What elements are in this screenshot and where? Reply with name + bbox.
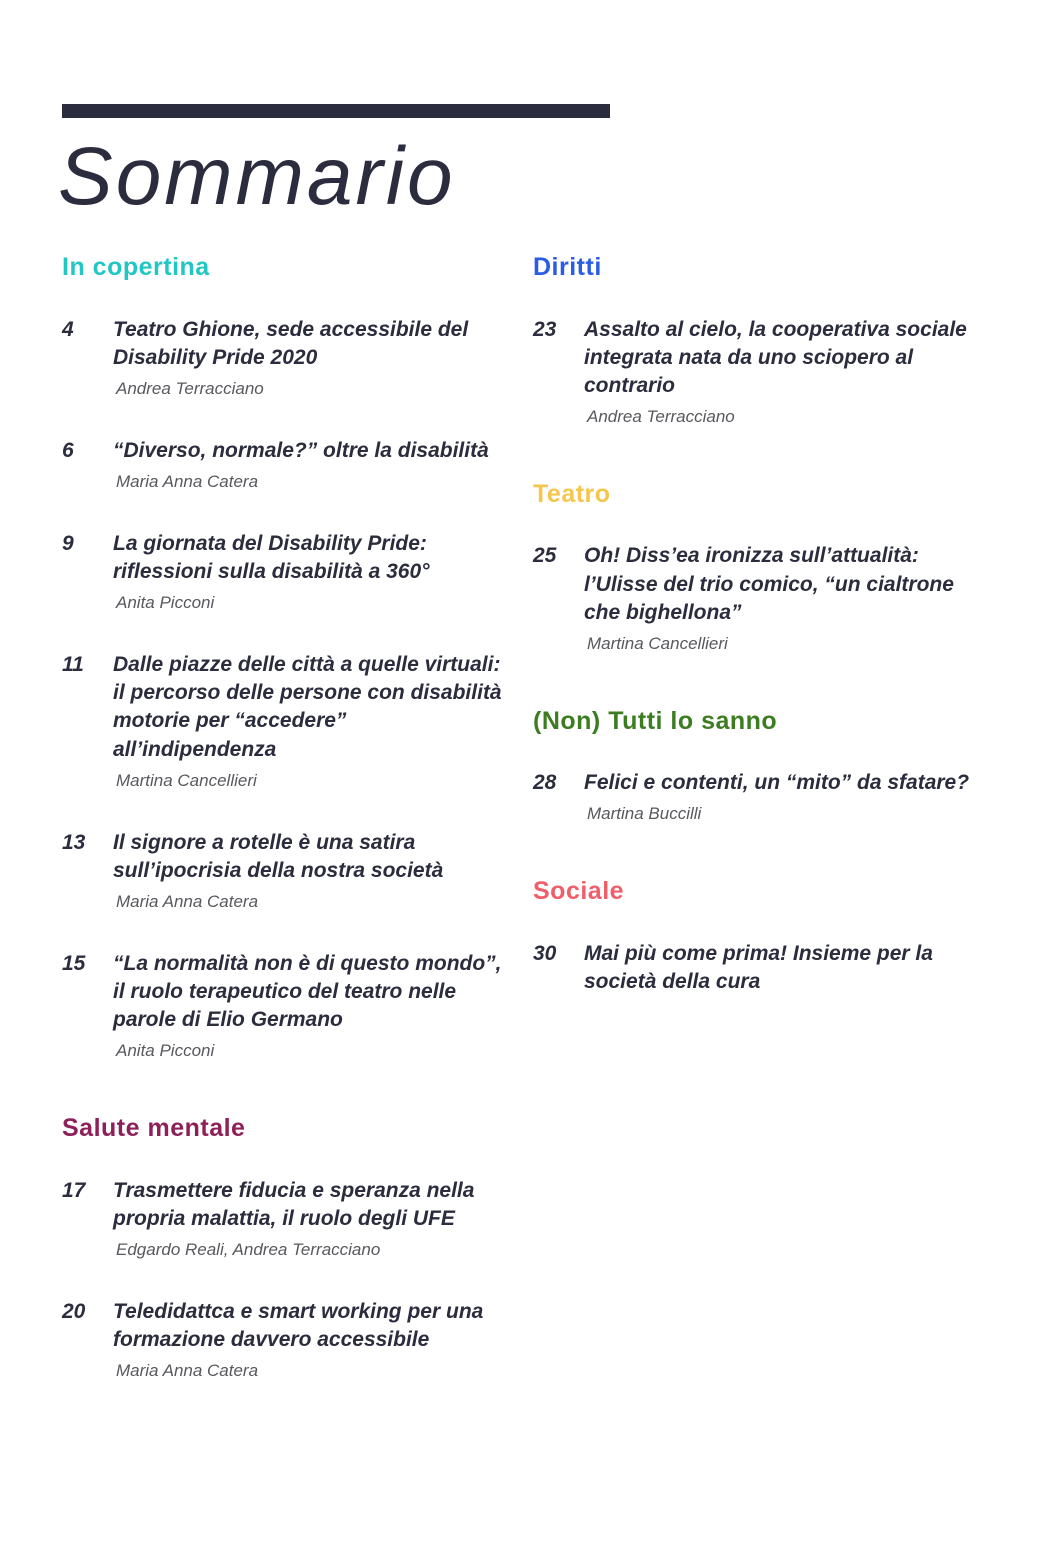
entry-authors: Edgardo Reali, Andrea Terracciano <box>116 1240 381 1260</box>
entry-page-number: 28 <box>533 771 557 795</box>
toc-entry <box>62 829 533 912</box>
entry-body <box>584 316 996 427</box>
section-heading-sociale: Sociale <box>533 877 625 906</box>
entry-body <box>113 829 527 912</box>
toc-entry <box>62 651 533 791</box>
entry-title: “La normalità non è di questo mondo”, il ruolo terapeutico del teatro nelle parole di Elio Germano <box>113 951 502 1032</box>
entry-title: Dalle piazze delle città a quelle virtuali: il percorso delle persone con disabilità motorie per “accedere” all’indipendenza <box>113 653 502 761</box>
toc-column-left <box>62 254 533 1419</box>
entry-title: Felici e contenti, un “mito” da sfatare? <box>584 771 970 795</box>
entry-page-number: 15 <box>62 951 86 975</box>
entry-title: Oh! Diss’ea ironizza sull’attualità: l’Ulisse del trio comico, “un cialtrone che bighellona” <box>584 544 954 624</box>
toc-entry <box>62 316 533 399</box>
entry-authors: Andrea Terracciano <box>587 406 735 426</box>
entry-body <box>113 316 527 399</box>
entry-body <box>113 950 527 1061</box>
entry-authors: Martina Buccilli <box>587 804 702 824</box>
entry-page-number: 25 <box>533 544 557 568</box>
toc-column-right <box>533 254 996 1419</box>
entry-page-number: 6 <box>62 438 74 462</box>
toc-entry <box>533 542 996 653</box>
toc-entry <box>533 316 996 427</box>
entry-title: Il signore a rotelle è una satira sull’ipocrisia della nostra società <box>113 830 444 882</box>
entry-page-number: 4 <box>62 317 74 341</box>
entry-authors: Maria Anna Catera <box>116 891 259 911</box>
section-heading-non-tutti-lo-sanno: (Non) Tutti lo sanno <box>533 706 778 735</box>
entry-body <box>113 1177 527 1260</box>
entry-body <box>113 530 527 613</box>
section-heading-teatro: Teatro <box>533 479 611 508</box>
entry-authors: Andrea Terracciano <box>116 378 264 398</box>
toc-entry <box>62 950 533 1061</box>
entry-body <box>113 1298 527 1381</box>
entry-authors: Anita Picconi <box>116 593 215 613</box>
page-title: Sommario <box>58 131 456 222</box>
toc-entry <box>62 1298 533 1381</box>
toc-entry <box>533 940 996 996</box>
toc-entry <box>533 769 996 824</box>
entry-page-number: 13 <box>62 830 86 854</box>
section-heading-in-copertina: In copertina <box>62 253 210 282</box>
entry-body <box>584 940 996 996</box>
entry-page-number: 11 <box>62 653 84 677</box>
entry-authors: Martina Cancellieri <box>587 633 728 653</box>
entry-title: Teledidattca e smart working per una formazione davvero accessibile <box>113 1300 484 1352</box>
entry-page-number: 23 <box>533 317 557 341</box>
entry-title: “Diverso, normale?” oltre la disabilità <box>113 438 489 462</box>
toc-entry <box>62 437 533 492</box>
entry-page-number: 9 <box>62 531 74 555</box>
entry-page-number: 17 <box>62 1178 86 1202</box>
entry-body <box>584 769 983 824</box>
entry-authors: Maria Anna Catera <box>116 1361 259 1381</box>
entry-title: Teatro Ghione, sede accessibile del Disability Pride 2020 <box>113 317 469 369</box>
toc-columns <box>62 254 996 1419</box>
entry-page-number: 30 <box>533 941 557 965</box>
entry-title: Mai più come prima! Insieme per la società della cura <box>584 941 933 994</box>
entry-page-number: 20 <box>62 1300 86 1324</box>
entry-title: La giornata del Disability Pride: riflessioni sulla disabilità a 360° <box>113 531 430 584</box>
entry-authors: Maria Anna Catera <box>116 471 259 491</box>
entry-authors: Martina Cancellieri <box>116 770 257 790</box>
entry-authors: Anita Picconi <box>116 1041 215 1061</box>
entry-body <box>584 542 996 653</box>
toc-entry <box>62 1177 533 1260</box>
entry-title: Assalto al cielo, la cooperativa sociale integrata nata da uno sciopero al contrario <box>584 317 967 397</box>
entry-title: Trasmettere fiducia e speranza nella propria malattia, il ruolo degli UFE <box>113 1178 475 1230</box>
section-heading-diritti: Diritti <box>533 253 602 282</box>
entry-body <box>113 651 527 791</box>
decorative-top-bar <box>62 104 610 118</box>
entry-body <box>113 437 503 492</box>
section-heading-salute-mentale: Salute mentale <box>62 1114 246 1143</box>
toc-entry <box>62 530 533 613</box>
